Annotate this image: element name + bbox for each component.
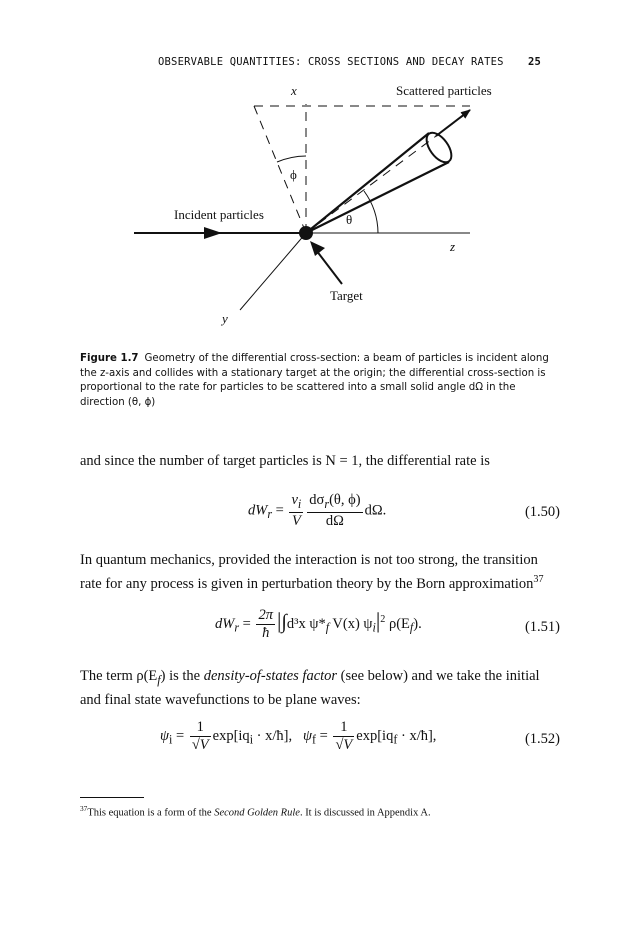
y-axis-label: y	[222, 311, 228, 326]
fraction-2pi-hbar: $\frac{2\pi}{ħ}$	[258, 607, 273, 641]
paragraph-born-approximation	[80, 550, 560, 594]
equation-1-51	[80, 607, 560, 647]
cone-edge-upper	[306, 133, 429, 233]
phi-arc	[277, 156, 306, 162]
incident-arrowhead	[204, 227, 222, 239]
y-axis-line	[240, 233, 306, 310]
footnote-37: $^{37}$This equation is a form of the Second Golden Rule. It is discussed in Appendix A.	[80, 804, 431, 819]
equation-1-52-body: $\psi_i$ = $\frac{1}{√V}$ $\exp[iq_i$ · x/ħ], $\psi_f$ = $\frac{1}{√V}$ $\exp[iq_f$ · x/ħ],	[160, 719, 437, 753]
equation-number-1-50: (1.50)	[524, 504, 560, 520]
fraction-velocity-volume: $\frac{v_i}{V}$	[291, 492, 302, 529]
scattered-particles-label: Scattered particles	[396, 83, 492, 98]
paragraph-1-text: and since the number of target particles is N = 1, the differential rate is	[80, 453, 490, 469]
phi-label: ϕ	[290, 167, 297, 182]
equation-1-50-body: $dW_r$ = $\frac{v_i}{V}$ $\frac{d\sigma_r(\theta, \phi)}{d\Omega}$ dΩ.	[248, 492, 387, 529]
equation-number-1-52: (1.52)	[524, 731, 560, 747]
figure-caption-label: Figure 1.7	[80, 353, 139, 364]
abs-bars-left: |	[277, 607, 282, 633]
footnote-marker: 37	[80, 804, 88, 813]
fraction-dsigma-domega: $\frac{d\sigma_r(\theta, \phi)}{d\Omega}$	[309, 492, 361, 529]
scattering-diagram	[0, 78, 638, 330]
figure-caption-text: Geometry of the differential cross-section: a beam of particles is incident along the z-axis and collides with a stationary target at the origin; the differential cross-section is proportional to the rate for particles to be scattered into a small solid angle dΩ in the direction (θ, ϕ)	[80, 353, 549, 408]
incident-particles-label: Incident particles	[174, 207, 264, 222]
figure-caption	[80, 352, 560, 410]
integral-sign: ∫	[281, 610, 287, 633]
figure-scattering-geometry	[0, 78, 638, 330]
density-of-states-term: density-of-states factor	[203, 668, 338, 684]
target-pointer-head	[310, 241, 325, 256]
equation-1-52	[80, 719, 560, 759]
abs-bars-right: |	[375, 607, 381, 633]
equation-1-51-body: $dW_r$ = $\frac{2\pi}{ħ}$ |∫d³x $\psi*_f$ V(x) $\psi_i|^2$ $\rho(E_f)$.	[215, 607, 422, 641]
x-axis-label: x	[291, 83, 297, 98]
paragraph-density-of-states: The term $\rho(E_f)$ is the density-of-states factor (see below) and we take the initial and final state wavefunctions to be plane waves:	[80, 668, 540, 708]
equation-number-1-51: (1.51)	[524, 619, 560, 635]
paragraph-differential-rate	[80, 451, 560, 471]
target-dot	[299, 226, 313, 240]
running-head-title: OBSERVABLE QUANTITIES: CROSS SECTIONS AND DECAY RATES	[158, 56, 504, 68]
page-number: 25	[528, 56, 542, 68]
footnote-ref-37[interactable]: 37	[533, 574, 544, 585]
running-head	[0, 56, 638, 72]
z-axis-label: z	[450, 239, 456, 254]
footnote-rule	[80, 797, 144, 798]
theta-label: θ	[346, 212, 353, 227]
fraction-1-sqrtV-i: $\frac{1}{√V}$	[191, 719, 209, 753]
fraction-1-sqrtV-f: $\frac{1}{√V}$	[335, 719, 353, 753]
equation-1-50	[80, 492, 560, 532]
paragraph-2-text: In quantum mechanics, provided the interaction is not too strong, the transition rate for any process is given in perturbation theory by the Born approximation	[80, 552, 538, 592]
target-label: Target	[330, 288, 363, 303]
scattered-arrow	[436, 110, 470, 136]
